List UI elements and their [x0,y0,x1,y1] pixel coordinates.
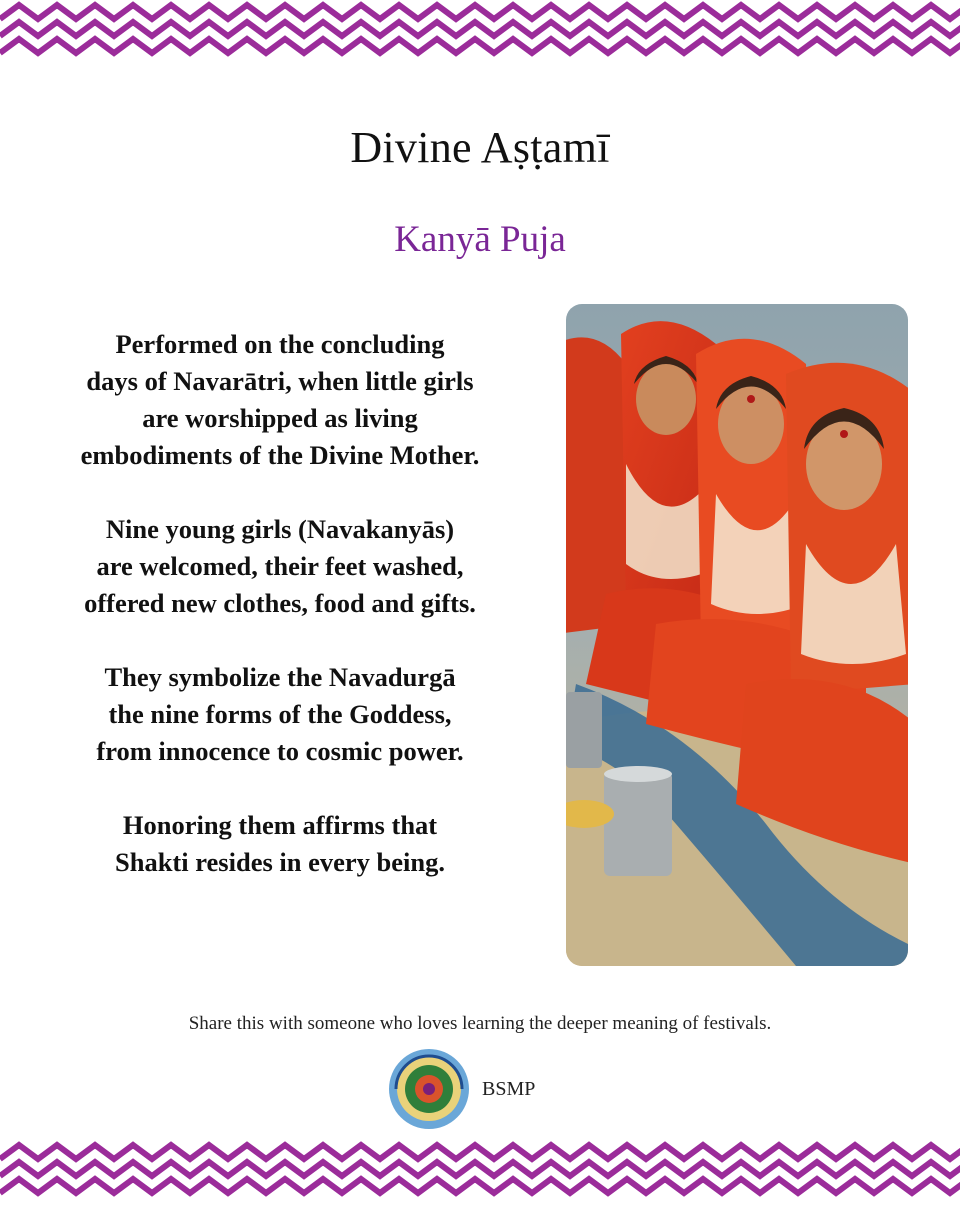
description-text [30,326,530,918]
paragraph-line: from innocence to cosmic power. [96,736,464,766]
paragraph-3 [30,659,530,770]
top-border-pattern [0,0,960,62]
kanya-puja-illustration [566,304,908,966]
paragraph-line: are worshipped as living [142,403,418,433]
bsmp-emblem-icon [388,1048,470,1130]
paragraph-line: offered new clothes, food and gifts. [84,588,476,618]
brand-label: BSMP [482,1077,536,1100]
paragraph-line: the nine forms of the Goddess, [108,699,452,729]
share-caption: Share this with someone who loves learning the deeper meaning of festivals. [188,1013,772,1034]
paragraph-line: days of Navarātri, when little girls [86,366,474,396]
page-title: Divine Aṣṭamī [350,123,610,172]
brand-signature [388,1048,535,1130]
illustration-art [566,304,908,966]
paragraph-line: Performed on the concluding [115,329,445,359]
paragraph-line: are welcomed, their feet washed, [96,551,464,581]
bottom-zigzag-border [0,1138,960,1200]
paragraph-line: Shakti resides in every being. [114,847,446,877]
paragraph-line: They symbolize the Navadurgā [104,662,456,692]
bottom-border-pattern [0,1138,960,1200]
paragraph-line: embodiments of the Divine Mother. [80,440,480,470]
paragraph-line: Nine young girls (Navakanyās) [105,514,455,544]
paragraph-4 [30,807,530,881]
page-subtitle: Kanyā Puja [394,219,566,260]
top-zigzag-border [0,0,960,62]
paragraph-line: Honoring them affirms that [122,810,438,840]
paragraph-2 [30,511,530,622]
paragraph-1 [30,326,530,474]
